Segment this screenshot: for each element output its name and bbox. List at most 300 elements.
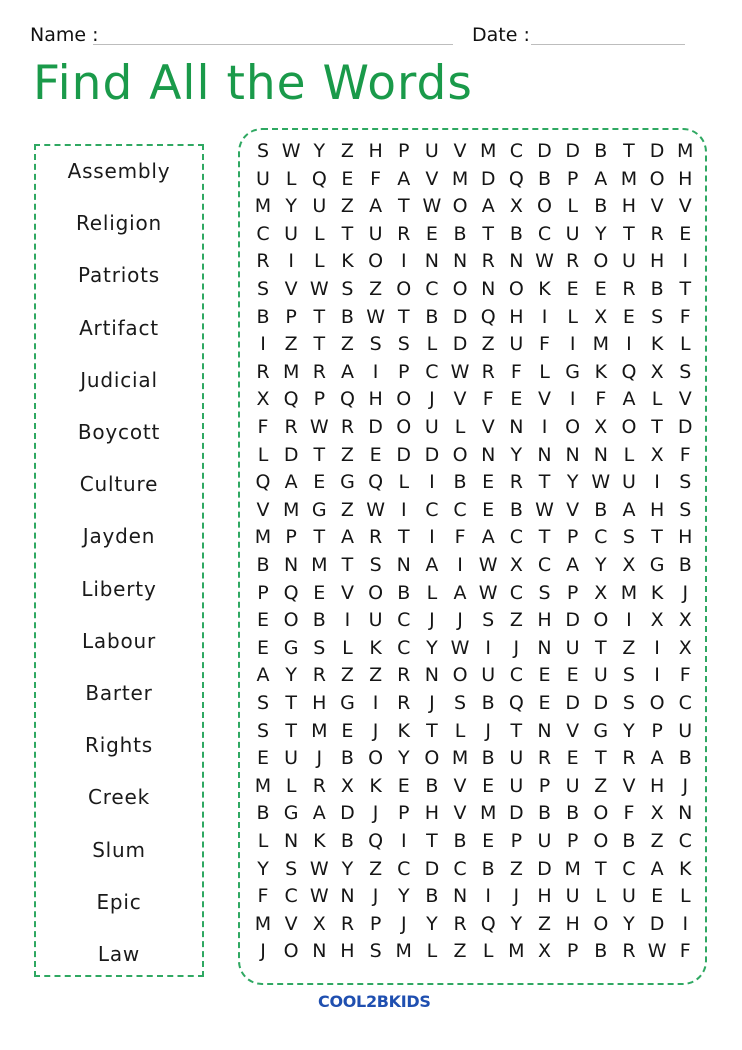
name-line[interactable] [93, 44, 453, 45]
grid-letter[interactable]: E [622, 305, 635, 328]
grid-letter[interactable]: Z [622, 636, 636, 659]
grid-letter[interactable]: B [256, 802, 270, 825]
grid-letter[interactable]: M [479, 140, 497, 162]
grid-letter[interactable]: X [594, 581, 608, 604]
grid-letter[interactable]: Q [339, 388, 355, 411]
grid-letter[interactable]: I [541, 305, 548, 328]
grid-letter[interactable]: Z [340, 333, 354, 356]
grid-letter[interactable]: O [593, 250, 609, 273]
grid-letter[interactable]: J [429, 609, 435, 632]
grid-letter[interactable]: Z [369, 278, 383, 300]
grid-letter[interactable]: I [654, 664, 660, 687]
grid-letter[interactable]: U [621, 885, 636, 908]
grid-letter[interactable]: I [569, 388, 576, 411]
grid-letter[interactable]: Y [257, 857, 269, 880]
grid-letter[interactable]: K [369, 636, 382, 659]
grid-letter[interactable]: J [682, 774, 689, 797]
grid-letter[interactable]: L [314, 222, 325, 245]
grid-letter[interactable]: Q [508, 692, 524, 714]
grid-letter[interactable]: T [285, 692, 297, 714]
grid-letter[interactable]: A [256, 664, 270, 687]
grid-letter[interactable]: Z [650, 830, 664, 852]
grid-letter[interactable]: X [340, 774, 354, 797]
grid-letter[interactable]: Y [594, 222, 607, 245]
grid-letter[interactable]: F [510, 360, 522, 383]
grid-letter[interactable]: P [369, 912, 382, 935]
grid-letter[interactable]: K [650, 581, 664, 604]
grid-letter[interactable]: N [509, 416, 524, 438]
grid-letter[interactable]: O [621, 416, 637, 438]
grid-letter[interactable]: C [509, 664, 523, 687]
grid-letter[interactable]: M [677, 140, 694, 162]
grid-letter[interactable]: I [682, 912, 689, 935]
grid-letter[interactable]: N [424, 250, 439, 273]
grid-letter[interactable]: O [593, 609, 609, 632]
grid-letter[interactable]: Z [369, 664, 383, 687]
grid-letter[interactable]: Q [283, 388, 299, 411]
grid-letter[interactable]: B [340, 747, 354, 770]
grid-letter[interactable]: L [285, 774, 297, 797]
grid-letter[interactable]: L [314, 250, 325, 273]
grid-letter[interactable]: B [509, 222, 523, 245]
grid-letter[interactable]: C [397, 609, 411, 632]
grid-letter[interactable]: M [451, 167, 469, 190]
grid-letter[interactable]: V [284, 278, 298, 300]
grid-letter[interactable]: Z [340, 498, 354, 521]
grid-letter[interactable]: W [309, 885, 329, 908]
grid-letter[interactable]: I [429, 526, 435, 549]
grid-letter[interactable]: I [288, 250, 294, 273]
grid-letter[interactable]: S [679, 498, 692, 521]
grid-letter[interactable]: K [679, 857, 692, 880]
grid-letter[interactable]: K [538, 278, 551, 300]
grid-letter[interactable]: Y [594, 554, 607, 576]
grid-letter[interactable]: L [482, 940, 494, 963]
grid-letter[interactable]: D [509, 802, 524, 825]
grid-letter[interactable]: R [566, 250, 580, 273]
grid-letter[interactable]: A [594, 167, 608, 190]
grid-letter[interactable]: A [622, 498, 636, 521]
grid-letter[interactable]: K [313, 830, 326, 852]
grid-letter[interactable]: B [678, 747, 692, 770]
grid-letter[interactable]: R [368, 526, 383, 549]
grid-letter[interactable]: E [482, 498, 495, 521]
grid-letter[interactable]: W [309, 416, 329, 438]
grid-letter[interactable]: Z [340, 140, 354, 162]
grid-letter[interactable]: O [537, 195, 552, 218]
grid-letter[interactable]: T [538, 471, 551, 494]
grid-letter[interactable]: B [397, 581, 411, 604]
grid-letter[interactable]: L [679, 333, 691, 356]
grid-letter[interactable]: T [623, 222, 635, 245]
grid-letter[interactable]: F [257, 416, 269, 438]
grid-letter[interactable]: U [368, 609, 383, 632]
grid-letter[interactable]: D [424, 857, 440, 880]
grid-letter[interactable]: F [623, 802, 635, 825]
grid-letter[interactable]: H [537, 885, 552, 908]
grid-letter[interactable]: I [429, 471, 435, 494]
grid-letter[interactable]: E [256, 747, 269, 770]
grid-letter[interactable]: S [341, 278, 354, 300]
grid-letter[interactable]: V [622, 774, 636, 797]
grid-letter[interactable]: P [651, 719, 663, 742]
grid-letter[interactable]: J [513, 636, 520, 659]
grid-letter[interactable]: S [622, 526, 635, 549]
grid-letter[interactable]: P [285, 305, 297, 328]
grid-letter[interactable]: J [457, 609, 463, 632]
grid-letter[interactable]: D [565, 140, 580, 162]
grid-letter[interactable]: E [679, 222, 692, 245]
grid-letter[interactable]: R [256, 250, 270, 273]
grid-letter[interactable]: N [284, 554, 299, 576]
grid-letter[interactable]: M [282, 498, 300, 521]
grid-letter[interactable]: B [453, 830, 467, 852]
grid-letter[interactable]: E [651, 885, 664, 908]
grid-letter[interactable]: E [256, 609, 269, 632]
grid-letter[interactable]: Y [566, 471, 579, 494]
grid-letter[interactable]: U [565, 885, 580, 908]
grid-letter[interactable]: J [682, 581, 689, 604]
grid-letter[interactable]: P [285, 526, 297, 549]
grid-letter[interactable]: M [592, 333, 609, 356]
grid-letter[interactable]: M [282, 360, 300, 383]
grid-letter[interactable]: D [396, 443, 412, 466]
grid-letter[interactable]: T [623, 140, 635, 162]
grid-letter[interactable]: A [369, 195, 383, 218]
grid-letter[interactable]: W [535, 498, 554, 521]
grid-letter[interactable]: D [593, 692, 609, 714]
grid-letter[interactable]: L [679, 885, 691, 908]
grid-letter[interactable]: J [429, 692, 435, 714]
grid-letter[interactable]: D [340, 802, 355, 825]
grid-letter[interactable]: W [450, 360, 470, 383]
grid-letter[interactable]: P [398, 802, 410, 825]
grid-letter[interactable]: H [649, 774, 665, 797]
grid-letter[interactable]: J [400, 912, 407, 935]
grid-letter[interactable]: O [508, 278, 524, 300]
grid-letter[interactable]: P [313, 388, 326, 411]
grid-letter[interactable]: O [649, 692, 665, 714]
grid-letter[interactable]: X [594, 416, 608, 438]
grid-letter[interactable]: K [369, 774, 382, 797]
grid-letter[interactable]: F [257, 885, 269, 908]
grid-letter[interactable]: S [679, 471, 692, 494]
grid-letter[interactable]: V [481, 416, 495, 438]
grid-letter[interactable]: V [453, 802, 467, 825]
grid-letter[interactable]: S [622, 692, 635, 714]
grid-letter[interactable]: W [281, 140, 301, 162]
grid-letter[interactable]: C [678, 692, 692, 714]
grid-letter[interactable]: T [651, 526, 663, 549]
grid-letter[interactable]: B [256, 305, 270, 328]
grid-letter[interactable]: H [368, 388, 383, 411]
grid-letter[interactable]: T [651, 416, 663, 438]
grid-letter[interactable]: O [283, 940, 299, 963]
grid-letter[interactable]: I [457, 554, 463, 576]
grid-letter[interactable]: B [594, 140, 608, 162]
grid-letter[interactable]: T [397, 526, 410, 549]
grid-letter[interactable]: O [452, 278, 468, 300]
grid-letter[interactable]: R [453, 912, 467, 935]
grid-letter[interactable]: U [368, 222, 383, 245]
grid-letter[interactable]: T [313, 333, 326, 356]
grid-letter[interactable]: Q [480, 912, 496, 935]
grid-letter[interactable]: V [340, 581, 354, 604]
grid-letter[interactable]: L [257, 443, 269, 466]
grid-letter[interactable]: R [312, 360, 326, 383]
grid-letter[interactable]: P [566, 940, 579, 963]
grid-letter[interactable]: F [679, 664, 691, 687]
grid-letter[interactable]: P [566, 830, 579, 852]
grid-letter[interactable]: W [450, 636, 470, 659]
grid-letter[interactable]: B [537, 167, 552, 190]
grid-letter[interactable]: V [538, 388, 551, 411]
grid-letter[interactable]: E [341, 719, 354, 742]
grid-letter[interactable]: I [260, 333, 266, 356]
grid-letter[interactable]: I [541, 416, 548, 438]
grid-letter[interactable]: Z [340, 664, 354, 687]
grid-letter[interactable]: I [372, 692, 379, 714]
grid-letter[interactable]: C [509, 526, 523, 549]
grid-letter[interactable]: T [341, 554, 354, 576]
grid-letter[interactable]: P [538, 774, 551, 797]
grid-letter[interactable]: Y [623, 719, 635, 742]
grid-letter[interactable]: O [368, 747, 384, 770]
grid-letter[interactable]: B [594, 940, 608, 963]
grid-letter[interactable]: C [509, 581, 523, 604]
grid-letter[interactable]: U [424, 140, 439, 162]
grid-letter[interactable]: O [593, 802, 609, 825]
grid-letter[interactable]: U [565, 222, 580, 245]
grid-letter[interactable]: D [452, 333, 468, 356]
grid-letter[interactable]: X [256, 388, 270, 411]
grid-letter[interactable]: J [260, 940, 266, 963]
grid-letter[interactable]: L [454, 416, 466, 438]
grid-letter[interactable]: T [341, 222, 354, 245]
grid-letter[interactable]: C [256, 222, 270, 245]
grid-letter[interactable]: M [254, 912, 272, 935]
grid-letter[interactable]: O [452, 664, 468, 687]
grid-letter[interactable]: V [566, 498, 580, 521]
grid-letter[interactable]: T [397, 195, 410, 218]
grid-letter[interactable]: L [342, 636, 353, 659]
grid-letter[interactable]: I [400, 830, 407, 852]
grid-letter[interactable]: S [256, 140, 270, 162]
grid-letter[interactable]: D [537, 140, 552, 162]
grid-letter[interactable]: D [649, 912, 665, 935]
grid-letter[interactable]: N [678, 802, 693, 825]
grid-letter[interactable]: V [453, 140, 467, 162]
grid-letter[interactable]: Q [508, 167, 524, 190]
grid-letter[interactable]: L [567, 195, 578, 218]
grid-letter[interactable]: O [649, 167, 665, 190]
grid-letter[interactable]: C [425, 278, 439, 300]
grid-letter[interactable]: S [622, 664, 635, 687]
grid-letter[interactable]: F [370, 167, 382, 190]
grid-letter[interactable]: Z [509, 609, 523, 632]
grid-letter[interactable]: A [453, 581, 467, 604]
grid-letter[interactable]: R [650, 222, 664, 245]
grid-letter[interactable]: I [485, 636, 491, 659]
grid-letter[interactable]: U [565, 636, 580, 659]
grid-letter[interactable]: U [509, 333, 524, 356]
grid-letter[interactable]: B [340, 830, 354, 852]
grid-letter[interactable]: O [593, 830, 609, 852]
grid-letter[interactable]: E [482, 471, 495, 494]
grid-letter[interactable]: B [594, 195, 608, 218]
grid-letter[interactable]: C [397, 636, 411, 659]
grid-letter[interactable]: F [679, 305, 691, 328]
grid-letter[interactable]: Q [368, 471, 384, 494]
grid-letter[interactable]: G [340, 692, 355, 714]
grid-letter[interactable]: L [623, 443, 635, 466]
grid-letter[interactable]: R [340, 416, 355, 438]
grid-letter[interactable]: E [510, 388, 523, 411]
grid-letter[interactable]: C [425, 498, 439, 521]
grid-letter[interactable]: X [537, 940, 552, 963]
grid-letter[interactable]: M [254, 526, 272, 549]
grid-letter[interactable]: I [626, 333, 632, 356]
grid-letter[interactable]: R [622, 278, 636, 300]
grid-letter[interactable]: C [537, 554, 552, 576]
grid-letter[interactable]: T [594, 636, 607, 659]
grid-letter[interactable]: V [256, 498, 270, 521]
grid-letter[interactable]: L [398, 471, 410, 494]
grid-letter[interactable]: X [312, 912, 326, 935]
grid-letter[interactable]: L [285, 167, 297, 190]
grid-letter[interactable]: W [309, 857, 329, 880]
grid-letter[interactable]: E [341, 167, 354, 190]
grid-letter[interactable]: M [254, 195, 272, 218]
grid-letter[interactable]: B [509, 498, 523, 521]
grid-letter[interactable]: G [283, 802, 299, 825]
grid-letter[interactable]: B [481, 747, 495, 770]
grid-letter[interactable]: R [397, 664, 411, 687]
grid-letter[interactable]: H [621, 195, 637, 218]
grid-letter[interactable]: R [481, 360, 495, 383]
grid-letter[interactable]: R [537, 747, 552, 770]
grid-letter[interactable]: T [285, 719, 297, 742]
grid-letter[interactable]: L [426, 581, 438, 604]
grid-letter[interactable]: B [340, 305, 354, 328]
grid-letter[interactable]: I [654, 471, 660, 494]
grid-letter[interactable]: E [313, 581, 326, 604]
grid-letter[interactable]: B [425, 305, 439, 328]
grid-letter[interactable]: N [509, 250, 524, 273]
grid-letter[interactable]: U [424, 416, 439, 438]
grid-letter[interactable]: U [284, 222, 299, 245]
grid-letter[interactable]: M [564, 857, 581, 880]
grid-letter[interactable]: V [284, 912, 298, 935]
grid-letter[interactable]: Q [255, 471, 271, 494]
grid-letter[interactable]: T [679, 278, 692, 300]
grid-letter[interactable]: B [256, 554, 270, 576]
grid-letter[interactable]: G [340, 471, 355, 494]
grid-letter[interactable]: N [340, 885, 355, 908]
grid-letter[interactable]: Y [341, 857, 354, 880]
grid-letter[interactable]: C [622, 857, 636, 880]
grid-letter[interactable]: Z [509, 857, 523, 880]
grid-letter[interactable]: R [622, 747, 636, 770]
grid-letter[interactable]: Z [594, 774, 608, 797]
grid-letter[interactable]: E [397, 774, 410, 797]
grid-letter[interactable]: A [622, 388, 636, 411]
grid-letter[interactable]: W [366, 305, 385, 328]
grid-letter[interactable]: I [654, 636, 660, 659]
grid-letter[interactable]: Y [623, 912, 635, 935]
grid-letter[interactable]: V [678, 195, 692, 218]
grid-letter[interactable]: S [369, 333, 382, 356]
grid-letter[interactable]: M [311, 554, 328, 576]
grid-letter[interactable]: N [537, 719, 552, 742]
grid-letter[interactable]: D [537, 857, 552, 880]
grid-letter[interactable]: S [538, 581, 551, 604]
grid-letter[interactable]: O [424, 747, 440, 770]
grid-letter[interactable]: T [482, 222, 494, 245]
grid-letter[interactable]: I [400, 250, 407, 273]
grid-letter[interactable]: H [649, 250, 665, 273]
grid-letter[interactable]: Z [340, 195, 354, 218]
grid-letter[interactable]: S [679, 360, 692, 383]
grid-letter[interactable]: Z [537, 912, 552, 935]
grid-letter[interactable]: M [451, 747, 469, 770]
grid-letter[interactable]: E [369, 443, 382, 466]
grid-letter[interactable]: Z [481, 333, 495, 356]
grid-letter[interactable]: C [397, 857, 411, 880]
grid-letter[interactable]: P [398, 140, 410, 162]
grid-letter[interactable]: O [396, 416, 412, 438]
grid-letter[interactable]: S [454, 692, 467, 714]
grid-letter[interactable]: T [510, 719, 523, 742]
grid-letter[interactable]: U [284, 747, 299, 770]
grid-letter[interactable]: O [396, 388, 412, 411]
grid-letter[interactable]: F [482, 388, 494, 411]
grid-letter[interactable]: Z [453, 940, 467, 963]
grid-letter[interactable]: D [565, 609, 580, 632]
grid-letter[interactable]: E [566, 664, 579, 687]
grid-letter[interactable]: Q [311, 167, 327, 190]
grid-letter[interactable]: M [311, 719, 328, 742]
grid-letter[interactable]: J [372, 885, 379, 908]
grid-letter[interactable]: O [565, 416, 581, 438]
grid-letter[interactable]: Y [285, 664, 297, 687]
grid-letter[interactable]: L [595, 885, 607, 908]
grid-letter[interactable]: M [508, 940, 525, 963]
grid-letter[interactable]: E [566, 747, 579, 770]
grid-letter[interactable]: R [340, 912, 355, 935]
grid-letter[interactable]: W [647, 940, 667, 963]
grid-letter[interactable]: V [453, 388, 467, 411]
grid-letter[interactable]: G [311, 498, 327, 521]
grid-letter[interactable]: R [509, 471, 523, 494]
grid-letter[interactable]: S [397, 333, 410, 356]
grid-letter[interactable]: Z [340, 443, 354, 466]
grid-letter[interactable]: X [678, 636, 692, 659]
grid-letter[interactable]: A [397, 167, 411, 190]
grid-letter[interactable]: C [678, 830, 692, 852]
grid-letter[interactable]: E [425, 222, 438, 245]
grid-letter[interactable]: S [256, 278, 270, 300]
grid-letter[interactable]: Y [397, 747, 410, 770]
grid-letter[interactable]: G [283, 636, 299, 659]
grid-letter[interactable]: U [621, 471, 636, 494]
grid-letter[interactable]: X [650, 802, 664, 825]
grid-letter[interactable]: I [372, 360, 379, 383]
grid-letter[interactable]: O [452, 195, 468, 218]
grid-letter[interactable]: B [425, 774, 439, 797]
grid-letter[interactable]: O [396, 278, 412, 300]
grid-letter[interactable]: V [678, 388, 692, 411]
